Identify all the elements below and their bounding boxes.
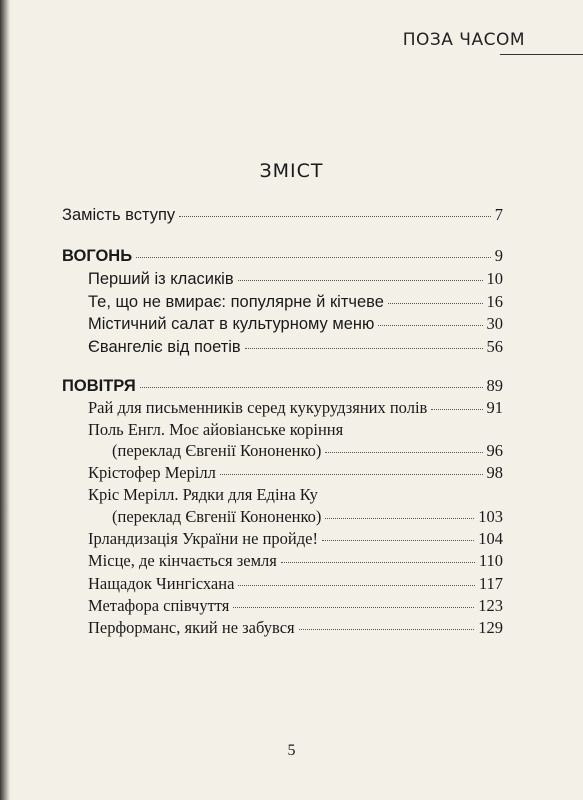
dot-leader [378, 325, 482, 326]
toc-entry-title: Євангеліє від поетів [88, 338, 241, 356]
toc-entry-title: Рай для письменників серед кукурудзяних полів [88, 398, 428, 417]
toc-entry-intro [62, 205, 503, 225]
toc-entry-page: 10 [486, 269, 503, 288]
dot-leader [325, 452, 482, 453]
toc-entry-page: 9 [494, 246, 503, 265]
toc-section-air [62, 376, 503, 396]
toc-entry-page: 91 [486, 398, 503, 417]
toc-entry-page: 129 [478, 618, 503, 637]
toc-entry [88, 463, 503, 483]
toc-entry-title: Поль Енгл. Моє айовіанське коріння [88, 420, 344, 439]
toc-entry-title: Перший із класиків [88, 270, 234, 288]
toc-entry-page: 103 [478, 507, 503, 526]
toc-entry [88, 574, 503, 594]
dot-leader [140, 387, 483, 388]
dot-leader [238, 280, 483, 281]
toc-entry-page: 98 [486, 463, 503, 482]
dot-leader [281, 562, 475, 563]
toc-entry-page: 117 [478, 574, 503, 593]
toc-entry [88, 337, 503, 357]
toc-entry-page: 16 [486, 292, 503, 311]
toc-section-title: ПОВІТРЯ [62, 377, 136, 395]
dot-leader [179, 216, 491, 217]
toc-heading: ЗМІСТ [259, 160, 324, 182]
toc-entry [88, 529, 503, 549]
toc-entry [88, 314, 503, 334]
toc-entry [88, 269, 503, 289]
toc-entry-title: (переклад Євгенії Кононенко) [112, 507, 322, 526]
toc-entry-page: 104 [478, 529, 503, 548]
toc-entry-title: Метафора співчуття [88, 596, 230, 615]
toc-entry [88, 618, 503, 638]
dot-leader [325, 518, 474, 519]
toc-entry [112, 507, 503, 527]
toc-entry-title: Ірландизація України не пройде! [88, 529, 318, 548]
header-rule [500, 54, 583, 55]
toc-entry [112, 441, 503, 461]
toc-entry-page: 30 [486, 314, 503, 333]
dot-leader [388, 303, 483, 304]
toc-entry-page: 89 [486, 376, 503, 395]
toc-entry-title: Місце, де кінчається земля [88, 551, 277, 570]
dot-leader [299, 629, 475, 630]
toc-entry-page: 123 [478, 596, 503, 615]
toc-entry-title: Замість вступу [62, 206, 176, 224]
toc-entry-page: 110 [478, 551, 503, 570]
toc-entry [88, 551, 503, 571]
toc-entry [88, 596, 503, 616]
toc-entry-title: Перформанс, який не забувся [88, 618, 295, 637]
page-edge-shadow [0, 0, 10, 800]
toc-entry-title: Те, що не вмирає: популярне й кітчеве [88, 293, 384, 311]
dot-leader [220, 474, 483, 475]
dot-leader [322, 540, 474, 541]
page-number: 5 [287, 742, 296, 759]
dot-leader [238, 585, 474, 586]
toc-entry [88, 292, 503, 312]
dot-leader [136, 257, 491, 258]
toc-section-fire [62, 246, 503, 266]
toc-entry [88, 398, 503, 418]
toc-entry-title: Кріс Мерілл. Рядки для Едіна Ку [88, 485, 318, 504]
series-title: ПОЗА ЧАСОМ [402, 30, 525, 50]
dot-leader [233, 607, 474, 608]
toc-entry-title: Крістофер Мерілл [88, 463, 216, 482]
toc-entry-page: 7 [494, 205, 503, 224]
toc-entry-page: 96 [486, 441, 503, 460]
toc-section-title: ВОГОНЬ [62, 247, 133, 265]
dot-leader [245, 348, 483, 349]
toc-entry-title: Нащадок Чингісхана [88, 574, 235, 593]
toc-entry-title: Містичний салат в культурному меню [88, 315, 375, 333]
toc-entry-title: (переклад Євгенії Кононенко) [112, 441, 322, 460]
toc-entry-page: 56 [486, 337, 503, 356]
dot-leader [431, 409, 482, 410]
